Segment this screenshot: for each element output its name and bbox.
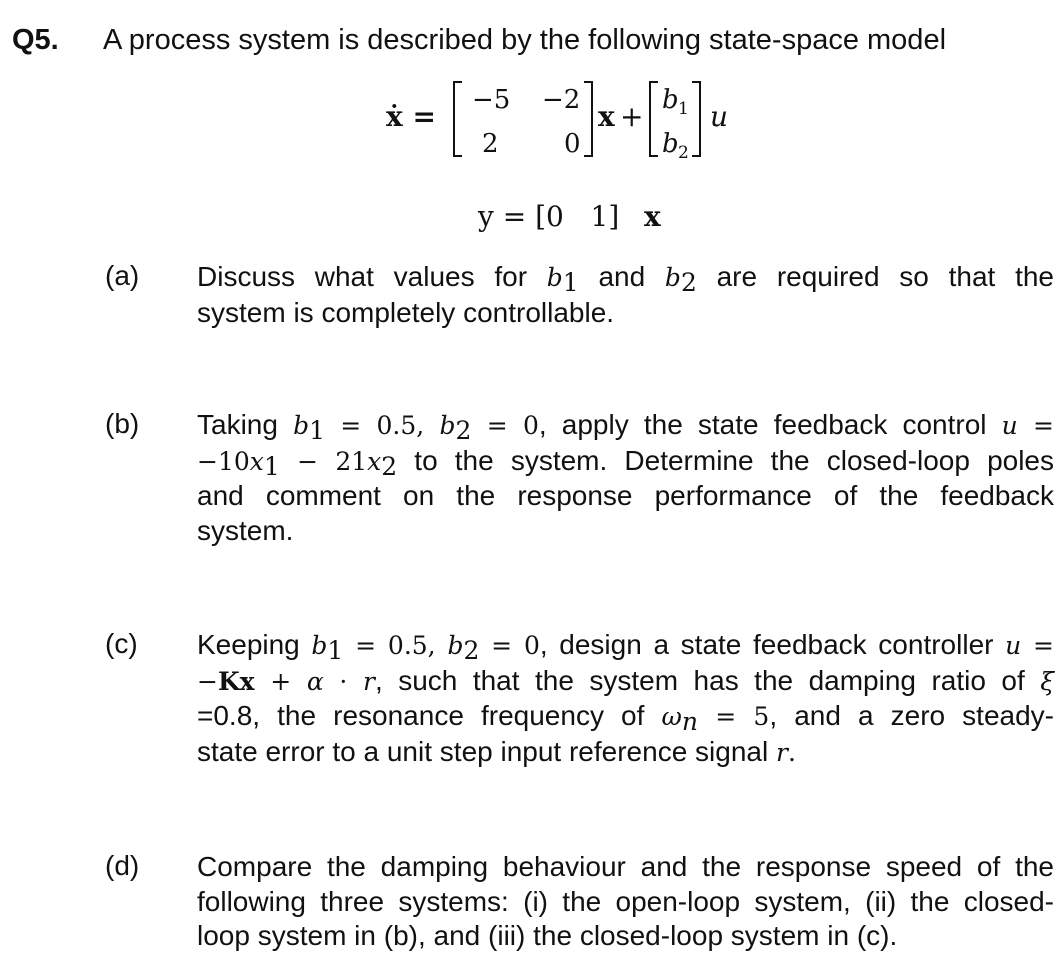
- state-x: x: [598, 100, 615, 133]
- matrix-a-11: −5: [472, 85, 511, 115]
- state-equation: [380, 74, 780, 164]
- vector-b-right-bracket: [692, 82, 700, 156]
- part-a-text: Discuss what values for $b_1$ and $b_2$ are required so that the system is completely controllable.: [197, 261, 1054, 328]
- part-b-text: Taking $b_1 = 0.5$, $b_2 = 0$, apply the state feedback control u = $-10x_1 - 21x_2$ to the system. Determine the closed-loop poles and comment on the response performance of the feedback system.: [197, 409, 1055, 546]
- part-c-label: (c): [105, 628, 138, 659]
- vector-b-left-bracket: [650, 82, 658, 156]
- part-a-label: (a): [105, 260, 140, 291]
- part-b-label: (b): [105, 408, 140, 439]
- vector-b-2: b: [662, 129, 679, 159]
- matrix-a-22: 0: [564, 129, 581, 159]
- part-d-text: Compare the damping behaviour and the response speed of the following three systems: (i) the open-loop system, (ii) the closed- loop system in (b), and (iii) the closed-loop system in (c).: [197, 851, 1054, 951]
- matrix-a-12: −2: [542, 85, 581, 115]
- matrix-a-21: 2: [482, 129, 499, 159]
- matrix-a-right-bracket: [584, 82, 592, 156]
- state-lhs: ẋ =: [386, 100, 436, 133]
- vector-b-1: b: [662, 85, 679, 115]
- output-x: x: [644, 200, 661, 233]
- question-number: Q5.: [12, 24, 59, 56]
- part-d-label: (d): [105, 850, 140, 881]
- matrix-a-left-bracket: [454, 82, 462, 156]
- vector-b-1-sub: 1: [678, 99, 689, 119]
- output-equation-svg: [474, 190, 694, 240]
- state-u: u: [710, 100, 729, 133]
- state-plus: +: [620, 100, 644, 133]
- output-lhs-text: y = [0 1]: [478, 200, 620, 233]
- part-c-text: Keeping $b_1 = 0.5$, $b_2 = 0$, design a state feedback controller u = −Kx + α · r, such that the system has the damping ratio of ξ =0.8, the resonance frequency of $\omega_n = 5$, and a zero steady- state error to a unit step input reference signal r.: [197, 629, 1055, 767]
- vector-b-2-sub: 2: [678, 143, 689, 163]
- question-title: A process system is described by the following state-space model: [103, 24, 947, 56]
